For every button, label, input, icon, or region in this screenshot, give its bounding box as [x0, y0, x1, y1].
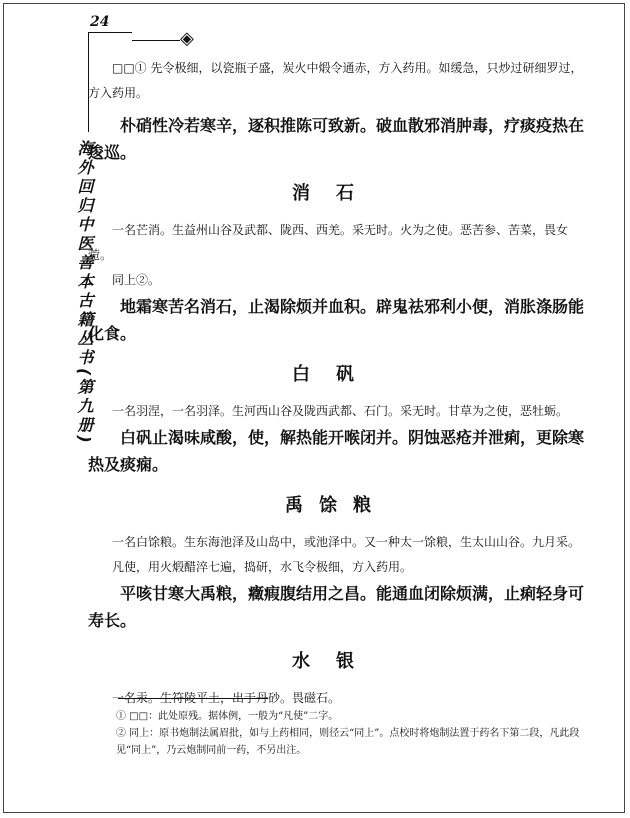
section-desc: 一名羽涅，一名羽泽。生河西山谷及陇西武都、石门。采无时。甘草为之使，恶牡蛎。 — [112, 404, 569, 418]
intro-note: □□① 先令极细，以瓷瓶子盛，炭火中煅令通赤，方入药用。如缓急，只炒过研细罗过，方入药用。 — [88, 61, 583, 100]
section-xiaoshi — [88, 180, 584, 347]
section-verse: 白矾止渴味咸酸，使，解热能开喉闭并。阴蚀恶疮并泄痢，更除寒热及痰痫。 — [88, 428, 585, 474]
footnote-rule — [118, 698, 268, 699]
section-title: 禹馀粮 — [285, 495, 387, 516]
section-verse: 平咳甘寒大禹粮，癥瘕腹结用之昌。能通血闭除烦满，止痢轻身可寿长。 — [88, 584, 585, 630]
section-desc: 一名白馀粮。生东海池泽及山岛中，或池泽中。又一种太一馀粮，生太山山谷。九月采。 — [112, 535, 581, 549]
section-prep: 同上②。 — [112, 273, 161, 287]
section-desc: 一名芒消。生益州山谷及武都、陇西、西羌。采无时。火为之使。恶苦参、苦菜，畏女菀。 — [88, 223, 569, 262]
main-content — [88, 56, 584, 711]
section-verse: 地霜寒苦名消石，止渴除烦并血积。辟鬼祛邪利小便，消胀涤肠能化食。 — [88, 297, 585, 343]
footnote: ② 同上：原书炮制法属眉批，如与上药相同，则径云“同上”。点校时将炮制法置于药名下第二段，凡此段见“同上”，乃云炮制同前一药，不另出注。 — [116, 728, 580, 756]
series-title: 海外回归中医善本古籍丛书(第九册) — [75, 140, 94, 446]
section-title: 消石 — [292, 183, 380, 204]
ornament-icon: ◈ — [180, 28, 194, 49]
section-title: 白矾 — [292, 364, 380, 385]
footnotes — [116, 708, 586, 759]
section-prep: 凡使，用火煅醋淬七遍，捣研，水飞令极细，方入药用。 — [112, 560, 413, 574]
section-baifan — [88, 361, 584, 478]
section-shuiyin — [88, 648, 584, 711]
section-yuyuliang — [88, 492, 584, 634]
footnote: ① □□：此处原残。据体例，一般为“凡使”二字。 — [116, 711, 339, 722]
page-number: 24 — [90, 14, 110, 30]
ornament-line — [132, 40, 180, 41]
intro-verse: 朴硝性冷若寒辛，逐积推陈可致新。破血散邪消肿毒，疗痰疫热在逡巡。 — [88, 116, 585, 162]
section-desc: 一名汞。生符陵平土，出于丹砂。畏磁石。 — [112, 691, 341, 705]
header-rule — [88, 32, 132, 33]
section-title: 水银 — [292, 651, 380, 672]
